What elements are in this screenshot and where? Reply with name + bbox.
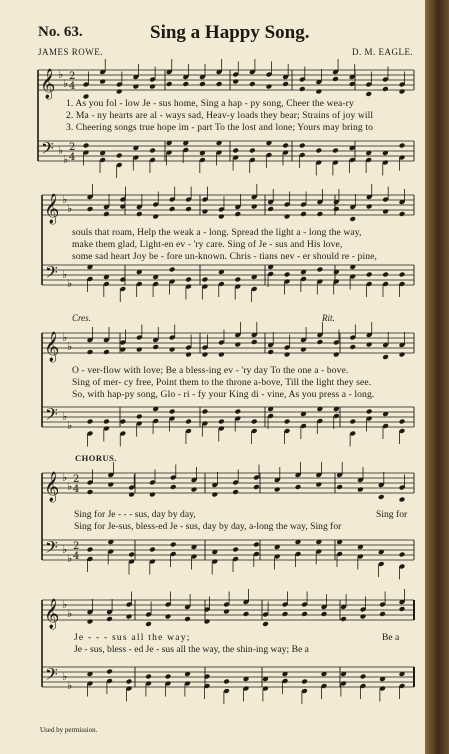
note-head [399, 352, 406, 358]
note-head [301, 611, 308, 617]
verse-line: make them glad, Light-en ev - 'ry care. Sing of Je - sus and His love, [72, 239, 343, 250]
note-head [136, 347, 143, 353]
note-head [191, 487, 198, 493]
flat-icon: ♭ [62, 471, 68, 484]
note-head [399, 606, 406, 612]
note-head [170, 542, 177, 548]
note-head [284, 272, 291, 278]
note-head [349, 216, 356, 222]
flat-icon: ♭ [67, 480, 73, 493]
composer-credit: D. M. EAGLE. [352, 47, 414, 57]
note-head [399, 143, 406, 149]
note-head [216, 81, 223, 87]
flat-icon: ♭ [67, 340, 73, 353]
lyricist-credit: JAMES ROWE. [38, 47, 104, 57]
bass-clef-icon: 𝄢 [45, 404, 58, 428]
note-head [149, 148, 156, 154]
note-head [202, 409, 209, 415]
note-head [136, 211, 143, 217]
flat-icon: ♭ [67, 202, 73, 215]
note-head [349, 344, 356, 350]
note-head [232, 489, 239, 495]
flat-icon: ♭ [67, 419, 73, 432]
note-head [152, 214, 159, 220]
note-head [234, 211, 241, 217]
note-head [282, 611, 289, 617]
note-head [87, 547, 94, 553]
time-sig-top: 2 [73, 541, 80, 552]
note-head [119, 347, 126, 353]
note-head [336, 484, 343, 490]
flat-icon: ♭ [62, 193, 68, 206]
note-head [211, 492, 218, 498]
note-head [103, 211, 110, 217]
bass-clef-icon: 𝄢 [45, 664, 58, 688]
treble-clef-icon: 𝄞 [44, 332, 60, 362]
note-head [145, 621, 152, 627]
note-head [249, 148, 256, 154]
note-head [202, 209, 209, 215]
note-head [253, 484, 260, 490]
note-head [99, 79, 106, 85]
note-head [382, 86, 389, 92]
treble-clef-icon: 𝄞 [44, 599, 60, 629]
note-head [251, 339, 258, 345]
verse-line: Sing of mer- cy free, Point them to the throne a-bove, Till the light they see. [72, 377, 372, 388]
flat-icon: ♭ [67, 277, 73, 290]
note-head [128, 492, 135, 498]
note-head [202, 277, 209, 283]
note-head [282, 143, 289, 149]
note-head [366, 272, 373, 278]
note-head [218, 214, 225, 220]
time-sig-bottom: 4 [73, 484, 80, 495]
note-head [136, 414, 143, 420]
note-head [366, 204, 373, 210]
note-head [253, 542, 260, 548]
note-head [266, 84, 273, 90]
note-head [119, 419, 126, 425]
note-head [317, 211, 324, 217]
note-head [399, 497, 406, 503]
note-head [103, 419, 110, 425]
note-head [284, 419, 291, 425]
note-head [185, 206, 192, 212]
note-head [126, 679, 133, 685]
verse-line: 2. Ma - ny hearts are al - ways sad, Heav-y loads they bear; Strains of joy will [66, 110, 374, 121]
note-head [116, 89, 123, 95]
note-head [315, 89, 322, 95]
note-head [360, 674, 367, 680]
time-sig-bottom: 4 [69, 81, 76, 92]
note-head [223, 679, 230, 685]
note-head [251, 204, 258, 210]
verse-line: 1. As you fol - low Je - sus home, Sing a hap - py song, Cheer the wea-ry [66, 98, 354, 109]
note-head [300, 211, 307, 217]
note-head [185, 419, 192, 425]
note-head [349, 81, 356, 87]
verse-line: So, with hap-py song, Glo - ri - fy your King di - vine, As you press a - long. [72, 389, 375, 400]
treble-clef-icon: 𝄞 [44, 194, 60, 224]
note-head [317, 339, 324, 345]
note-head [152, 344, 159, 350]
note-head [149, 492, 156, 498]
flat-icon: ♭ [63, 153, 69, 166]
chorus-line: Sing for Je - - - sus, day by day, [74, 509, 196, 520]
note-head [340, 616, 347, 622]
note-head [126, 614, 133, 620]
note-head [106, 669, 113, 675]
note-head [133, 84, 140, 90]
verse-line: O - ver-flow with love; Be a bless-ing ev - 'ry day To the one a - bove. [72, 365, 349, 376]
note-head [234, 277, 241, 283]
note-head [284, 352, 291, 358]
note-head [87, 619, 94, 625]
flat-icon: ♭ [62, 410, 68, 423]
note-head [170, 484, 177, 490]
note-head [282, 81, 289, 87]
time-sig-top: 2 [69, 71, 76, 82]
flat-icon: ♭ [67, 552, 73, 565]
note-head [332, 76, 339, 82]
chorus-line: Sing for Je-sus, bless-ed Je - sus, day by day, a-long the way, Sing for [74, 521, 342, 532]
note-head [83, 143, 90, 149]
note-head [234, 342, 241, 348]
chorus-line: Be a [382, 632, 400, 643]
flat-icon: ♭ [63, 77, 69, 90]
bass-clef-icon: 𝄢 [41, 138, 54, 162]
note-head [128, 552, 135, 558]
note-head [145, 674, 152, 680]
verse-line: souls that roam, Help the weak a - long. Spread the light a - long the way, [72, 227, 362, 238]
flat-icon: ♭ [62, 543, 68, 556]
note-head [185, 352, 192, 358]
note-head [321, 611, 328, 617]
time-sig-bottom: 4 [69, 152, 76, 163]
note-head [349, 419, 356, 425]
note-head [366, 342, 373, 348]
note-head [87, 206, 94, 212]
note-head [295, 484, 302, 490]
flat-icon: ♭ [58, 68, 64, 81]
time-sig-top: 2 [69, 142, 76, 153]
chorus-line: Sing for [376, 509, 408, 520]
note-head [315, 482, 322, 488]
flat-icon: ♭ [58, 144, 64, 157]
permission-note: Used by permission. [40, 726, 98, 734]
note-head [169, 409, 176, 415]
note-head [317, 267, 324, 273]
note-head [249, 81, 256, 87]
chorus-line: Je - - - sus all the way; [74, 632, 191, 643]
time-sig-top: 2 [73, 474, 80, 485]
book-spine [425, 0, 449, 754]
treble-clef-icon: 𝄞 [44, 472, 60, 502]
treble-clef-icon: 𝄞 [40, 69, 56, 99]
note-head [232, 148, 239, 154]
flat-icon: ♭ [62, 598, 68, 611]
note-head [234, 409, 241, 415]
note-head [149, 547, 156, 553]
note-head [366, 409, 373, 415]
note-head [169, 267, 176, 273]
note-head [378, 494, 385, 500]
chorus-label: CHORUS. [75, 453, 117, 463]
note-head [284, 214, 291, 220]
note-head [182, 81, 189, 87]
time-sig-bottom: 4 [73, 551, 80, 562]
hymn-title: Sing a Happy Song. [150, 22, 310, 43]
chorus-line: Je - sus, bless - ed Je - sus all the way, the shin-ing way; Be a [74, 644, 309, 655]
note-head [382, 272, 389, 278]
note-head [382, 209, 389, 215]
note-head [379, 611, 386, 617]
flat-icon: ♭ [62, 670, 68, 683]
bass-clef-icon: 𝄢 [45, 537, 58, 561]
note-head [116, 153, 123, 159]
note-head [165, 614, 172, 620]
note-head [274, 487, 281, 493]
note-head [149, 84, 156, 90]
flat-icon: ♭ [62, 268, 68, 281]
note-head [299, 86, 306, 92]
note-head [223, 609, 230, 615]
note-head [333, 352, 340, 358]
note-head [267, 349, 274, 355]
verse-line: some sad heart Joy be - fore un-known. Chris - tians nev - er should re - pine, [72, 251, 377, 262]
note-head [365, 91, 372, 97]
note-head [399, 89, 406, 95]
note-head [357, 487, 364, 493]
note-head [106, 616, 113, 622]
note-head [360, 614, 367, 620]
note-head [301, 679, 308, 685]
note-head [243, 611, 250, 617]
note-head [169, 347, 176, 353]
note-head [87, 349, 94, 355]
note-head [251, 419, 258, 425]
note-head [166, 81, 173, 87]
hymn-number: No. 63. [38, 24, 83, 40]
note-head [262, 621, 269, 627]
flat-icon: ♭ [67, 607, 73, 620]
note-head [332, 148, 339, 154]
note-head [399, 272, 406, 278]
note-head [267, 206, 274, 212]
note-head [232, 79, 239, 85]
note-head [315, 148, 322, 154]
crescendo-mark: Cres. [72, 313, 91, 323]
note-head [232, 547, 239, 553]
flat-icon: ♭ [67, 679, 73, 692]
note-head [382, 354, 389, 360]
note-head [184, 616, 191, 622]
note-head [399, 211, 406, 217]
note-head [103, 349, 110, 355]
ritardando-mark: Rit. [322, 313, 335, 323]
note-head [185, 277, 192, 283]
note-head [399, 419, 406, 425]
flat-icon: ♭ [62, 331, 68, 344]
note-head [218, 352, 225, 358]
note-head [300, 347, 307, 353]
note-head [199, 81, 206, 87]
note-head [107, 482, 114, 488]
note-head [169, 206, 176, 212]
bass-clef-icon: 𝄢 [45, 262, 58, 286]
note-head [399, 552, 406, 558]
note-head [165, 674, 172, 680]
note-head [202, 352, 209, 358]
note-head [299, 143, 306, 149]
note-head [218, 419, 225, 425]
note-head [333, 206, 340, 212]
note-head [87, 489, 94, 495]
note-head [87, 419, 94, 425]
verse-line: 3. Cheering songs true hope im - part To the lost and lone; Yours may bring to [66, 122, 373, 133]
